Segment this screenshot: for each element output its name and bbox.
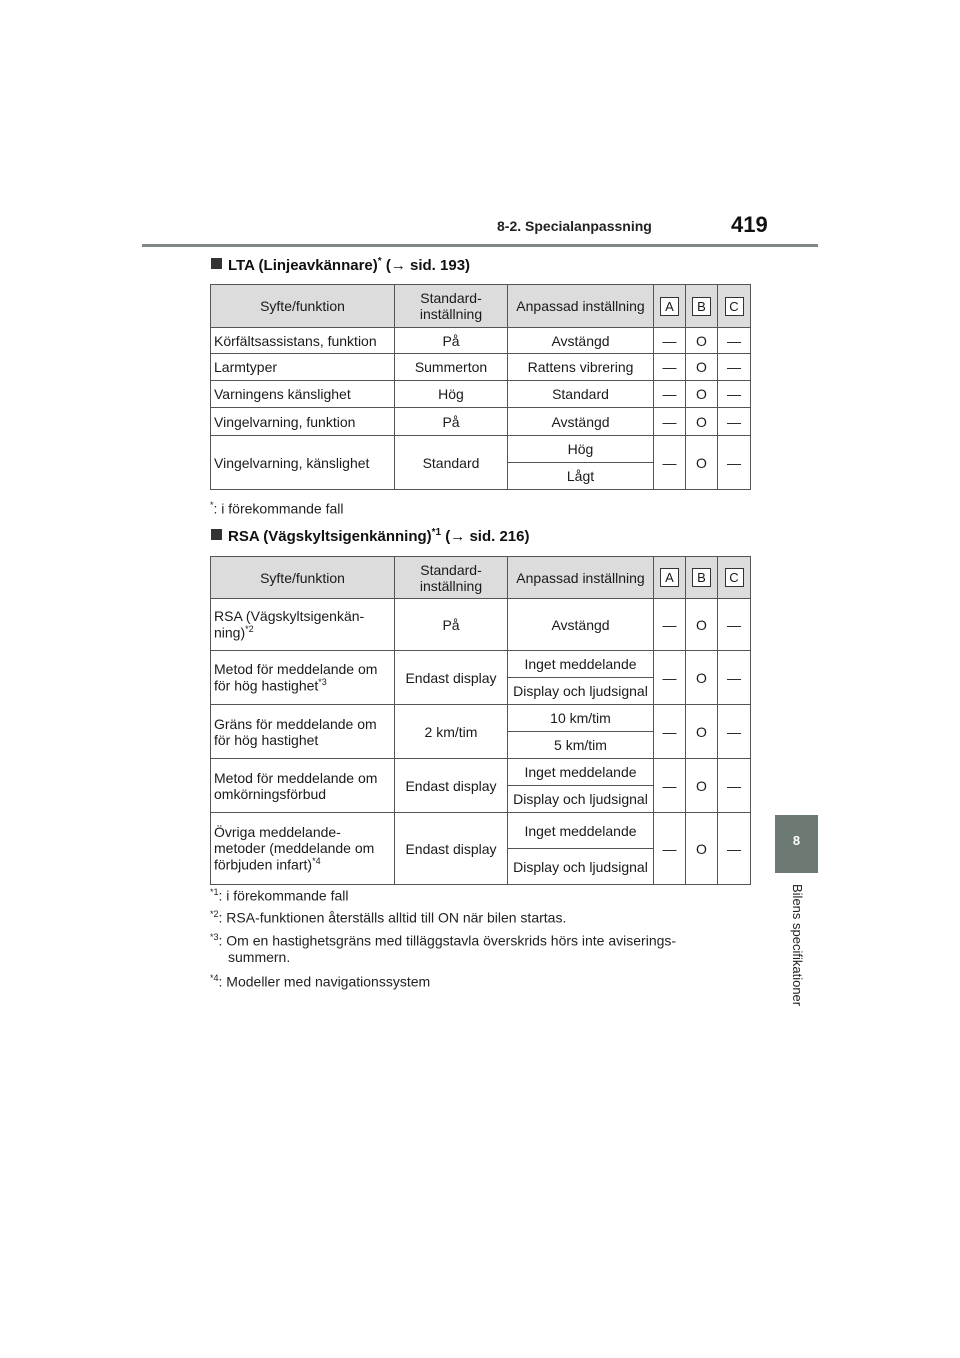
- cell-custom: 10 km/tim: [508, 705, 654, 732]
- section-heading-rsa: RSA (Vägskyltsigenkänning)$^{*1}$ (→ sid. 216): [211, 527, 529, 545]
- cell-function: RSA (Vägskyltsigenkän- ning)$^{*2}$: [211, 599, 395, 651]
- page-number: 419: [731, 212, 768, 237]
- rsa-settings-table: [210, 556, 751, 885]
- cell-a: —: [654, 599, 686, 651]
- cell-function: Körfältsassistans, funktion: [211, 328, 395, 354]
- chapter-section-title: 8-2. Specialanpassning: [497, 218, 652, 234]
- cell-c: —: [718, 651, 751, 705]
- cell-custom: Standard: [508, 381, 654, 408]
- cell-default: 2 km/tim: [395, 705, 508, 759]
- header-default: Standard- inställning: [395, 285, 508, 328]
- footnote: $^{*4}$: Modeller med navigationssystem: [210, 973, 431, 990]
- cell-a: —: [654, 408, 686, 436]
- header-custom: Anpassad inställning: [508, 285, 654, 328]
- cell-a: —: [654, 328, 686, 354]
- cell-c: —: [718, 599, 751, 651]
- cell-b: O: [686, 381, 718, 408]
- cell-default: Endast display: [395, 813, 508, 885]
- table-row: [211, 436, 751, 463]
- cell-custom: Display och ljudsignal: [508, 849, 654, 885]
- cell-custom: Avstängd: [508, 599, 654, 651]
- cell-c: —: [718, 436, 751, 490]
- cell-b: O: [686, 408, 718, 436]
- table-row: [211, 813, 751, 849]
- table-row: [211, 651, 751, 678]
- cell-a: —: [654, 759, 686, 813]
- header-c: C: [718, 285, 751, 328]
- square-bullet-icon: [211, 529, 222, 540]
- square-bullet-icon: [211, 258, 222, 269]
- table-row: [211, 381, 751, 408]
- cell-b: O: [686, 705, 718, 759]
- cell-a: —: [654, 436, 686, 490]
- cell-function: Larmtyper: [211, 354, 395, 381]
- cell-function: Vingelvarning, funktion: [211, 408, 395, 436]
- cell-c: —: [718, 705, 751, 759]
- header-b: B: [686, 285, 718, 328]
- section-heading-lta: LTA (Linjeavkännare)* (→ sid. 193): [211, 256, 470, 274]
- cell-c: —: [718, 759, 751, 813]
- footnote: $^{*3}$: Om en hastighetsgräns med tilläggstavla överskrids hörs inte aviserings- summern.: [210, 932, 677, 965]
- cell-b: O: [686, 651, 718, 705]
- cell-default: På: [395, 328, 508, 354]
- header-function: Syfte/funktion: [211, 557, 395, 599]
- cell-custom: Display och ljudsignal: [508, 678, 654, 705]
- cell-a: —: [654, 651, 686, 705]
- cell-a: —: [654, 381, 686, 408]
- cell-custom: Lågt: [508, 463, 654, 490]
- footnote: $^{*2}$: RSA-funktionen återställs alltid till ON när bilen startas.: [210, 909, 567, 926]
- cell-c: —: [718, 813, 751, 885]
- cell-b: O: [686, 354, 718, 381]
- cell-custom: Display och ljudsignal: [508, 786, 654, 813]
- cell-default: Endast display: [395, 651, 508, 705]
- cell-custom: Inget meddelande: [508, 813, 654, 849]
- header-b: B: [686, 557, 718, 599]
- header-a: A: [654, 285, 686, 328]
- cell-custom: Hög: [508, 436, 654, 463]
- cell-custom: Avstängd: [508, 408, 654, 436]
- chapter-tab-label: Bilens specifikationer: [790, 884, 805, 1007]
- cell-default: Endast display: [395, 759, 508, 813]
- cell-function: Metod för meddelande om omkörningsförbud: [211, 759, 395, 813]
- cell-function: Gräns för meddelande om för hög hastighet: [211, 705, 395, 759]
- cell-function: Metod för meddelande om för hög hastighet$^{*3}$: [211, 651, 395, 705]
- header-custom: Anpassad inställning: [508, 557, 654, 599]
- cell-custom: Rattens vibrering: [508, 354, 654, 381]
- cell-a: —: [654, 813, 686, 885]
- table-row: [211, 759, 751, 786]
- cell-custom: Inget meddelande: [508, 651, 654, 678]
- cell-c: —: [718, 381, 751, 408]
- table-header-row: [211, 557, 751, 599]
- cell-function: Övriga meddelande- metoder (meddelande om förbjuden infart)$^{*4}$: [211, 813, 395, 885]
- header-default: Standard- inställning: [395, 557, 508, 599]
- cell-default: Summerton: [395, 354, 508, 381]
- cell-default: Standard: [395, 436, 508, 490]
- lta-settings-table: [210, 284, 751, 490]
- header-rule: [142, 244, 818, 247]
- cell-function: Varningens känslighet: [211, 381, 395, 408]
- cell-b: O: [686, 328, 718, 354]
- header-c: C: [718, 557, 751, 599]
- header-function: Syfte/funktion: [211, 285, 395, 328]
- cell-b: O: [686, 813, 718, 885]
- cell-custom: 5 km/tim: [508, 732, 654, 759]
- table-row: [211, 705, 751, 732]
- cell-c: —: [718, 408, 751, 436]
- table-row: [211, 328, 751, 354]
- cell-c: —: [718, 328, 751, 354]
- cell-default: På: [395, 599, 508, 651]
- cell-custom: Avstängd: [508, 328, 654, 354]
- cell-default: På: [395, 408, 508, 436]
- cell-function: Vingelvarning, känslighet: [211, 436, 395, 490]
- cell-default: Hög: [395, 381, 508, 408]
- cell-b: O: [686, 759, 718, 813]
- cell-c: —: [718, 354, 751, 381]
- header-a: A: [654, 557, 686, 599]
- table-row: [211, 354, 751, 381]
- cell-b: O: [686, 436, 718, 490]
- table-row: [211, 599, 751, 651]
- cell-custom: Inget meddelande: [508, 759, 654, 786]
- table-row: [211, 408, 751, 436]
- footnote: $^{*1}$: i förekommande fall: [210, 887, 349, 904]
- cell-b: O: [686, 599, 718, 651]
- cell-a: —: [654, 705, 686, 759]
- cell-a: —: [654, 354, 686, 381]
- chapter-tab-number: 8: [792, 833, 801, 848]
- table-header-row: [211, 285, 751, 328]
- footnote: *: i förekommande fall: [210, 500, 344, 517]
